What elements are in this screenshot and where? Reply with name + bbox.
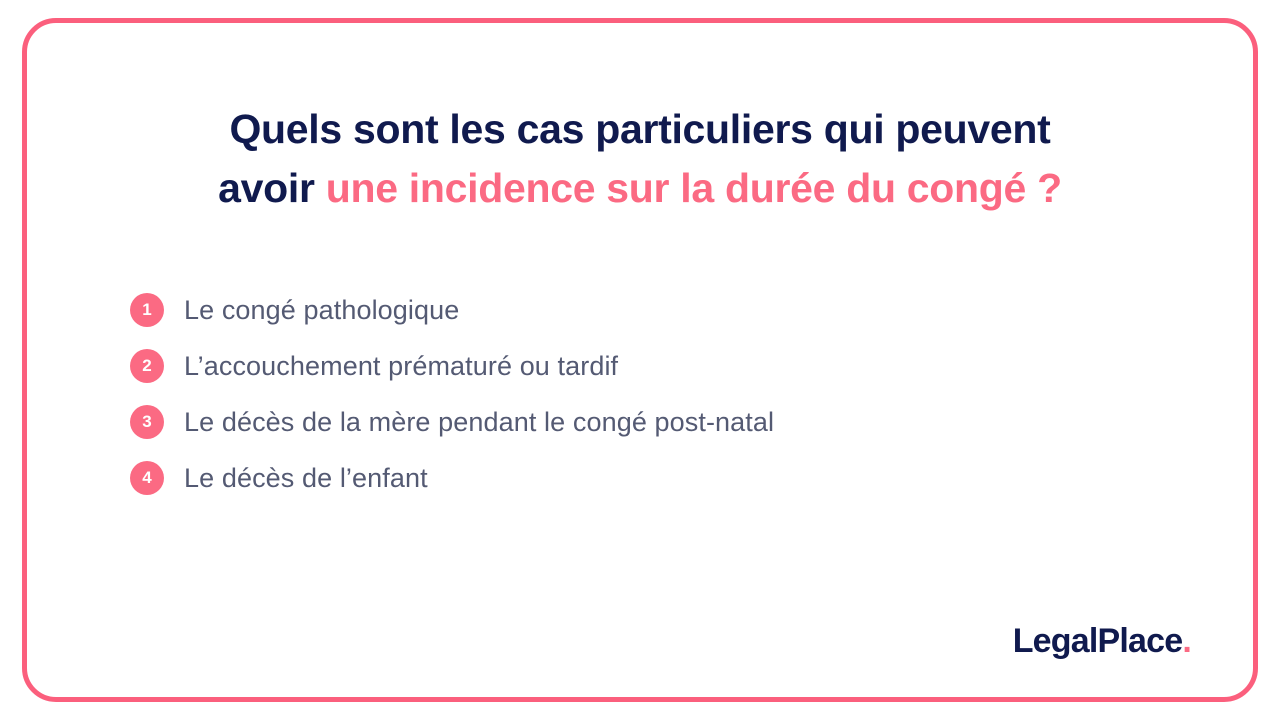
list-item [130,405,1163,439]
legalplace-logo [1013,622,1191,661]
list-item-label: Le congé pathologique [184,294,460,325]
numbered-list [130,293,1163,517]
list-item-number-badge: 1 [130,293,164,327]
list-item-label: Le décès de la mère pendant le congé post-natal [184,406,775,437]
title-line-2-plain: avoir [218,164,326,211]
title-line-1: Quels sont les cas particuliers qui peuvent [229,106,1051,153]
title-line-2-accent: une incidence sur la durée du congé ? [325,164,1062,211]
logo-dot: . [1182,622,1191,660]
list-item [130,293,1163,327]
page-title [97,100,1183,216]
list-item-number-badge: 2 [130,349,164,383]
list-item-label: L’accouchement prématuré ou tardif [184,350,619,381]
list-item-label: Le décès de l’enfant [184,462,428,493]
list-item-number-badge: 4 [130,461,164,495]
list-item-number-badge: 3 [130,405,164,439]
list-item [130,349,1163,383]
list-item [130,461,1163,495]
logo-text: LegalPlace [1012,622,1183,660]
content-card [22,18,1258,702]
